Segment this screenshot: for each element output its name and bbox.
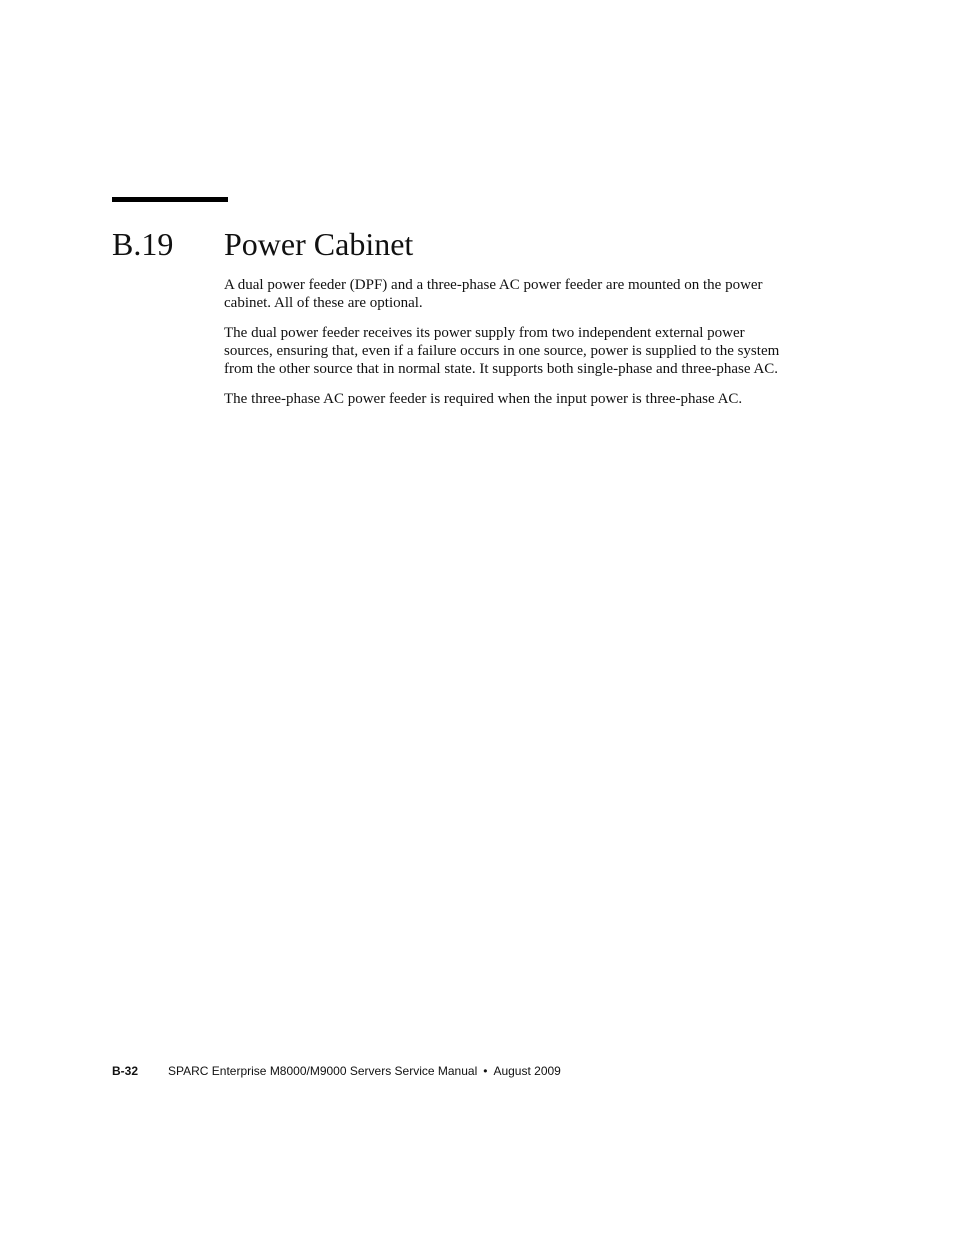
section-body <box>224 276 794 420</box>
footer-separator: • <box>483 1064 488 1078</box>
paragraph: The three-phase AC power feeder is required when the input power is three-phase AC. <box>224 391 743 407</box>
paragraph: The dual power feeder receives its power supply from two independent external power sources, ensuring that, even if a failure occurs in one source, power is supplied to the system from the other source that in normal state. It supports both single-phase and three-phase AC. <box>224 325 780 377</box>
book-title: SPARC Enterprise M8000/M9000 Servers Service Manual <box>168 1064 478 1078</box>
section-heading <box>112 224 413 264</box>
page-number: B-32 <box>112 1064 139 1078</box>
section-number: B.19 <box>112 226 174 262</box>
section-rule <box>112 197 228 202</box>
paragraph: A dual power feeder (DPF) and a three-phase AC power feeder are mounted on the power cabinet. All of these are optional. <box>224 277 763 311</box>
page-footer <box>112 1063 561 1079</box>
section-title: Power Cabinet <box>224 226 414 262</box>
publication-date: August 2009 <box>493 1064 561 1078</box>
